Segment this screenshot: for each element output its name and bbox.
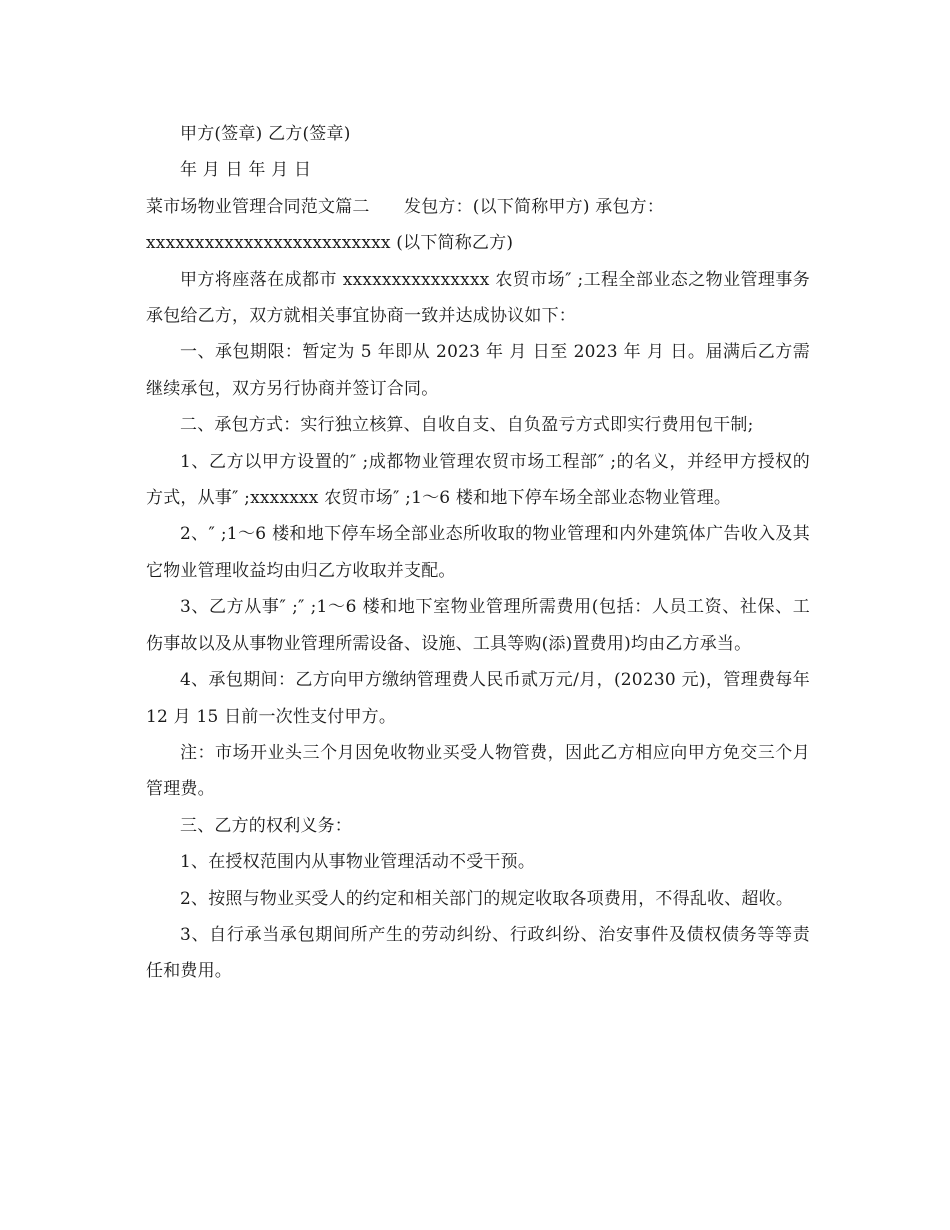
paragraph-item-2: 2、″ ;1～6 楼和地下停车场全部业态所收取的物业管理和内外建筑体广告收入及其它物业管理收益均由归乙方收取并支配。 xyxy=(146,524,810,581)
paragraph-method: 二、承包方式：实行独立核算、自收自支、自负盈亏方式即实行费用包干制; xyxy=(180,415,754,436)
paragraph-rights-2: 2、按照与物业买受人的约定和相关部门的规定收取各项费用，不得乱收、超收。 xyxy=(180,888,794,909)
date-line: 年 月 日 年 月 日 xyxy=(180,160,312,181)
paragraph-note: 注：市场开业头三个月因免收物业买受人物管费，因此乙方相应向甲方免交三个月管理费。 xyxy=(146,742,810,800)
paragraph-intro: 甲方将座落在成都市 xxxxxxxxxxxxxxx 农贸市场″ ;工程全部业态之物业管理事务承包给乙方，双方就相关事宜协商一致并达成协议如下： xyxy=(146,269,810,327)
paragraph-item-4: 4、承包期间：乙方向甲方缴纳管理费人民币贰万元/月，(20230 元)，管理费每年 12 月 15 日前一次性支付甲方。 xyxy=(146,670,810,727)
paragraph-rights-heading: 三、乙方的权利义务： xyxy=(180,815,352,836)
paragraph-item-3: 3、乙方从事″ ;″ ;1～6 楼和地下室物业管理所需费用(包括：人员工资、社保、工伤事故以及从事物业管理所需设备、设施、工具等购(添)置费用)均由乙方承当。 xyxy=(146,597,810,654)
paragraph-rights-3: 3、自行承当承包期间所产生的劳动纠纷、行政纠纷、治安事件及债权债务等等责任和费用。 xyxy=(146,924,810,982)
paragraph-rights-1: 1、在授权范围内从事物业管理活动不受干预。 xyxy=(180,852,536,873)
paragraph-item-1: 1、乙方以甲方设置的″ ;成都物业管理农贸市场工程部″ ;的名义，并经甲方授权的方式，从事″ ;xxxxxxx 农贸市场″ ;1～6 楼和地下停车场全部业态物业管理。 xyxy=(146,451,810,509)
section-heading-line: 菜市场物业管理合同范文篇二 发包方：(以下简称甲方) 承包方： xyxy=(146,196,665,217)
document-body xyxy=(146,116,810,990)
paragraph-term: 一、承包期限：暂定为 5 年即从 2023 年 月 日至 2023 年 月 日。届满后乙方需继续承包，双方另行协商并签订合同。 xyxy=(146,342,810,399)
contractor-line: xxxxxxxxxxxxxxxxxxxxxxxxx (以下简称乙方) xyxy=(146,233,514,254)
signature-line: 甲方(签章) 乙方(签章) xyxy=(180,124,351,144)
